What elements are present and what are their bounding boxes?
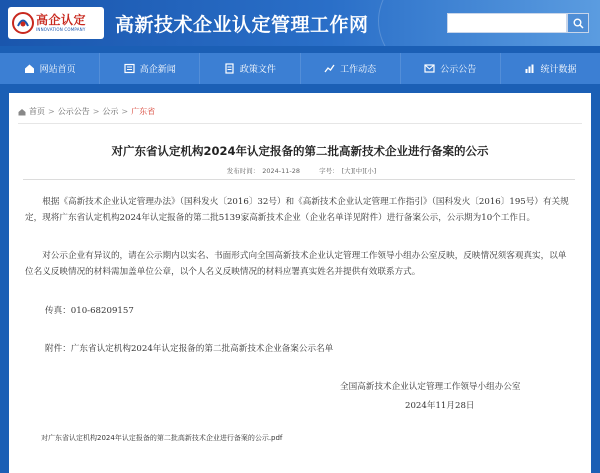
- breadcrumb-separator: >: [48, 107, 55, 116]
- notice-icon: [424, 63, 435, 74]
- nav-item-news[interactable]: [100, 53, 200, 84]
- font-size-small[interactable]: [小]: [364, 167, 377, 175]
- signature-organization: 全国高新技术企业认定管理工作领导小组办公室: [340, 382, 521, 392]
- search-icon: [573, 18, 584, 29]
- breadcrumb-publicity[interactable]: 公示: [102, 107, 119, 116]
- article-title: 对广东省认定机构2024年认定报备的第二批高新技术企业进行备案的公示: [111, 144, 489, 158]
- home-icon: [24, 63, 35, 74]
- attachment-pdf-link[interactable]: 对广东省认定机构2024年认定报备的第二批高新技术企业进行备案的公示.pdf: [41, 434, 283, 442]
- article-paragraph: 根据《高新技术企业认定管理办法》（国科发火〔2016〕32号）和《高新技术企业认定管理工作指引》（国科发火〔2016〕195号）有关规定，现将广东省认定机构2024年认定报备的第二批5139家高新技术企业（企业名单详见附件）进行备案公示，公示期为10个工作日。: [25, 197, 569, 223]
- meta-divider: [23, 179, 575, 180]
- stats-icon: [524, 63, 535, 74]
- fax-number: 传真：010-68209157: [45, 306, 134, 316]
- article-meta: [9, 166, 591, 175]
- nav-item-label: 工作动态: [340, 65, 377, 75]
- search-input[interactable]: [447, 13, 567, 33]
- nav-item-label: 公示公告: [440, 65, 477, 75]
- home-icon: [18, 108, 26, 116]
- nav-item-statistics[interactable]: [501, 53, 600, 84]
- breadcrumb-guangdong[interactable]: 广东省: [131, 107, 156, 116]
- breadcrumb-notices[interactable]: 公示公告: [57, 107, 90, 116]
- nav-item-home[interactable]: [0, 53, 100, 84]
- breadcrumb-divider: [18, 123, 582, 124]
- logo-text: 高企认定: [36, 13, 87, 27]
- main-navigation: [0, 53, 600, 84]
- attachment-note: 附件：广东省认定机构2024年认定报备的第二批高新技术企业备案公示名单: [45, 344, 334, 354]
- search-button[interactable]: [567, 13, 589, 33]
- nav-item-policy[interactable]: [200, 53, 300, 84]
- font-size-label: 字号：: [319, 167, 339, 175]
- logo-subtitle: INNOVATION COMPANY: [36, 27, 86, 32]
- breadcrumb-separator: >: [92, 107, 100, 116]
- nav-item-notices[interactable]: [401, 53, 501, 84]
- site-header: [0, 0, 600, 46]
- article-paragraph: 对公示企业有异议的，请在公示期内以实名、书面形式向全国高新技术企业认定管理工作领导小组办公室反映，反映情况须客观真实，以单位名义反映情况的材料需加盖单位公章，以个人名义反映情况的材料应署真实姓名并提供有效联系方式。: [25, 251, 567, 277]
- breadcrumb: [18, 106, 155, 117]
- news-icon: [124, 63, 135, 74]
- logo-mark-icon: [12, 12, 34, 34]
- nav-item-label: 统计数据: [540, 65, 577, 75]
- content-panel: [9, 93, 591, 473]
- signature-date: 2024年11月28日: [405, 401, 475, 411]
- publish-date: 2024-11-28: [262, 167, 300, 175]
- breadcrumb-home[interactable]: 首页: [29, 107, 45, 116]
- font-size-large[interactable]: [大]: [341, 167, 354, 175]
- document-icon: [224, 63, 235, 74]
- nav-item-label: 政策文件: [239, 65, 276, 75]
- dynamic-icon: [324, 63, 335, 74]
- nav-item-label: 高企新闻: [139, 65, 176, 75]
- site-title: 高新技术企业认定管理工作网: [115, 14, 369, 36]
- site-logo[interactable]: [8, 7, 104, 39]
- font-size-medium[interactable]: [中]: [353, 167, 365, 175]
- publish-label: 发布时间：: [226, 167, 260, 175]
- breadcrumb-separator: >: [121, 107, 129, 116]
- nav-item-label: 网站首页: [39, 65, 76, 75]
- nav-item-work-dynamics[interactable]: [301, 53, 401, 84]
